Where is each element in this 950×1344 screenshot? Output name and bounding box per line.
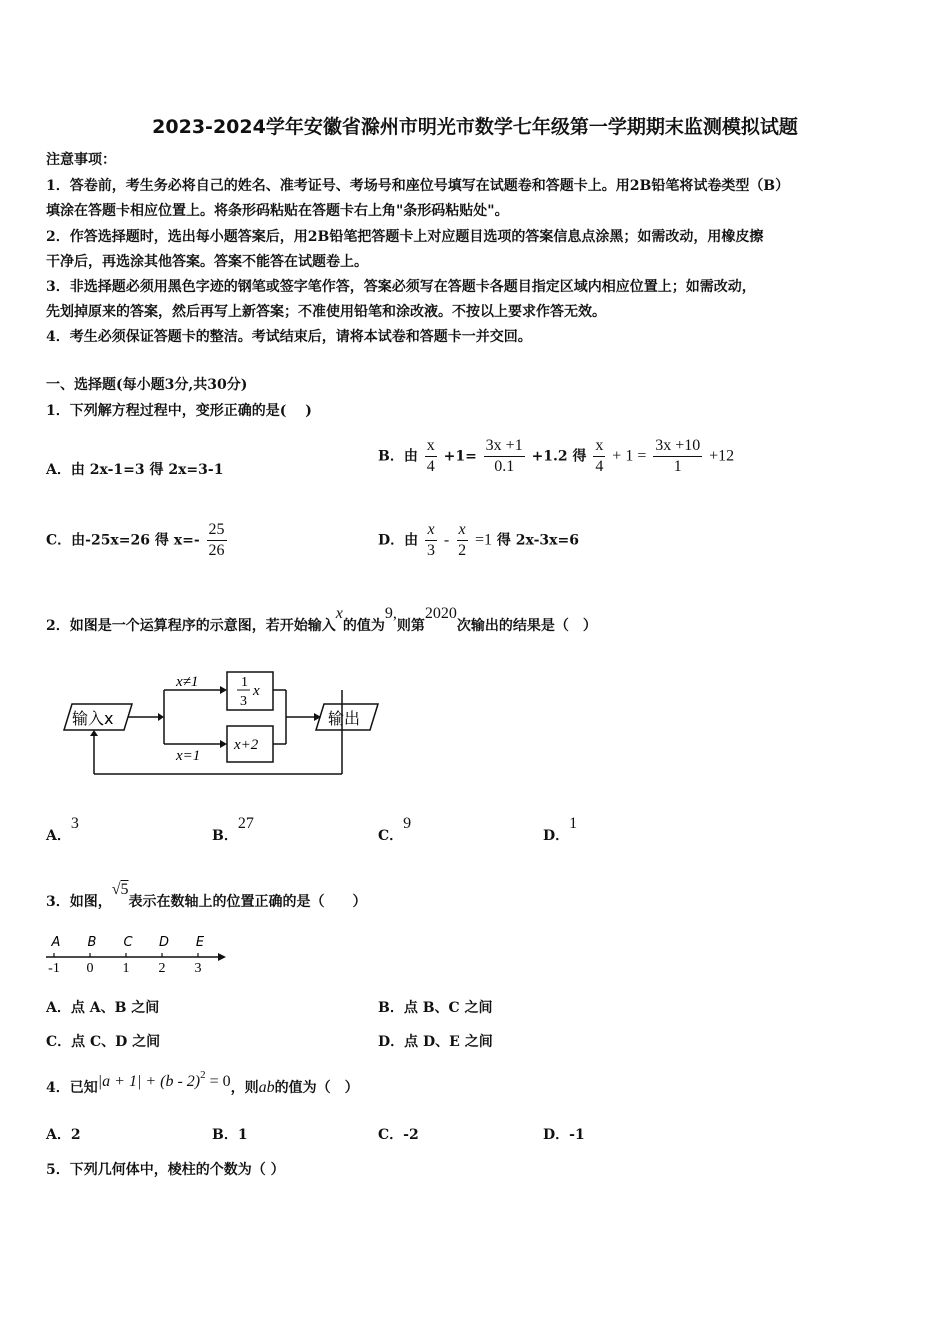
q3-stem xyxy=(46,881,906,912)
number-line-arrow xyxy=(218,953,226,961)
q4-option-d xyxy=(543,1125,585,1145)
number-line xyxy=(44,932,228,976)
q2-option-b xyxy=(212,815,254,846)
q4-option-b-value: 1 xyxy=(237,1127,248,1143)
number-line-letter: E xyxy=(195,935,205,950)
notice-line-5: 3．非选择题必须用黑色字迹的钢笔或签字笔作答，答案必须写在答题卡各题目指定区域内相应位置上；如需改动， xyxy=(46,279,756,295)
q1-d-frac2-num: x xyxy=(457,520,468,541)
q1-b-mid1: +1= xyxy=(443,448,477,465)
q4-eq: = 0 xyxy=(209,1073,231,1090)
q1-d-frac2-den: 2 xyxy=(458,542,467,559)
q1-b-end: +12 xyxy=(709,447,735,465)
q4-option-d-label: D． xyxy=(543,1127,570,1143)
q3-sqrt-value: 5 xyxy=(120,881,129,898)
q1-b-frac2-num: 3x +1 xyxy=(484,436,525,457)
q2-stem xyxy=(46,605,906,636)
q2-option-b-label: B． xyxy=(212,828,238,844)
flow-output-label: 输出 xyxy=(328,709,361,728)
flow-arrow-top xyxy=(220,686,227,694)
notice-heading: 注意事项： xyxy=(46,152,116,168)
q2-option-c xyxy=(378,815,412,846)
number-line-number: 0 xyxy=(86,961,94,976)
q1-d-end: 得 2x-3x=6 xyxy=(496,532,579,549)
section-heading: 一、选择题(每小题3分,共30分) xyxy=(46,377,248,393)
notice-line-1: 1．答卷前，考生务必将自己的姓名、准考证号、考场号和座位号填写在试题卷和答题卡上。用2B铅笔将试卷类型（B） xyxy=(46,178,790,194)
q1-stem: 1．下列解方程过程中，变形正确的是( ) xyxy=(46,403,312,419)
flow-cond-top: x≠1 xyxy=(176,674,199,690)
notice-line-4: 干净后，再选涂其他答案。答案不能答在试题卷上。 xyxy=(46,254,368,270)
q1-b-frac3-den: 4 xyxy=(595,458,604,475)
number-line-letter: C xyxy=(123,935,133,950)
q4-ab: ab xyxy=(258,1079,275,1096)
q1-c-frac-den: 26 xyxy=(208,542,225,559)
q1-b-frac1-den: 4 xyxy=(426,458,435,475)
flow-op1-num: 1 xyxy=(241,675,248,690)
q3-option-a: A．点 A、B 之间 xyxy=(46,1000,160,1016)
number-line-letter: D xyxy=(158,935,170,950)
q2-var-x: x xyxy=(335,605,343,622)
q3-option-d: D．点 D、E 之间 xyxy=(378,1034,493,1050)
q4-option-d-value: -1 xyxy=(569,1127,585,1143)
q1-b-frac3 xyxy=(593,436,605,477)
q4-stem-a: 4．已知 xyxy=(46,1080,98,1096)
notice-line-7: 4．考生必须保证答题卡的整洁。考试结束后，请将本试卷和答题卡一并交回。 xyxy=(46,329,532,345)
q4-option-c-value: -2 xyxy=(403,1127,419,1143)
q4-expression xyxy=(97,1069,231,1090)
q1-c-prefix: C．由-25x=26 得 x=- xyxy=(46,532,200,549)
flow-cond-bottom: x=1 xyxy=(176,748,201,764)
q4-option-a-label: A． xyxy=(46,1127,71,1143)
q4-stem xyxy=(46,1069,906,1099)
q2-option-d-label: D． xyxy=(543,828,570,844)
flow-input-label: 输入x xyxy=(72,709,114,728)
q3-sqrt: √5 xyxy=(111,881,129,898)
q4-option-c-label: C． xyxy=(378,1127,404,1143)
q1-b-frac1 xyxy=(425,436,437,477)
number-line-letter: A xyxy=(51,935,61,950)
page-title: 2023-2024学年安徽省滁州市明光市数学七年级第一学期期末监测模拟试题 xyxy=(152,116,798,138)
q1-option-c xyxy=(46,520,229,561)
q4-option-a xyxy=(46,1125,81,1145)
q3-option-c: C．点 C、D 之间 xyxy=(46,1034,161,1050)
q1-b-frac1-num: x xyxy=(425,436,437,457)
flow-op1-var: x xyxy=(253,683,260,699)
q1-b-frac4-den: 1 xyxy=(673,458,682,475)
q1-option-d xyxy=(378,520,579,561)
q1-d-frac2 xyxy=(456,520,468,561)
q2-value-n: 2020 xyxy=(424,605,457,622)
q4-expr: |a + 1| + (b - 2) xyxy=(97,1073,201,1090)
q4-stem-c: 的值为（ ） xyxy=(274,1080,359,1096)
q1-b-frac2-den: 0.1 xyxy=(494,458,515,475)
q1-option-a: A．由 2x-1=3 得 2x=3-1 xyxy=(46,462,224,478)
flow-arrow-loop xyxy=(90,730,98,736)
q1-d-frac1-num: x xyxy=(425,520,436,541)
q4-option-c xyxy=(378,1125,419,1145)
q1-d-eq: =1 xyxy=(474,531,492,549)
q1-option-b xyxy=(378,436,734,477)
q1-b-frac4-num: 3x +10 xyxy=(653,436,702,457)
q2-stem-b: 的值为 xyxy=(342,618,385,634)
q2-stem-a: 2．如图是一个运算程序的示意图，若开始输入 xyxy=(46,618,336,634)
q1-d-frac1 xyxy=(425,520,437,561)
q1-d-prefix: D．由 xyxy=(378,532,419,549)
q2-option-a xyxy=(46,815,79,846)
q2-value-nine: 9, xyxy=(384,605,397,622)
q3-stem-b: 表示在数轴上的位置正确的是（ ） xyxy=(128,894,367,910)
q1-b-frac4 xyxy=(653,436,702,477)
q4-stem-b: ，则 xyxy=(230,1080,259,1096)
q1-b-frac2 xyxy=(484,436,525,477)
q4-exponent: 2 xyxy=(200,1069,206,1081)
q1-b-prefix: B．由 xyxy=(378,448,418,465)
q2-option-a-label: A． xyxy=(46,828,71,844)
number-line-number: 3 xyxy=(194,961,202,976)
q2-option-b-value: 27 xyxy=(237,815,254,832)
q1-d-minus: - xyxy=(443,531,450,549)
flowchart-diagram xyxy=(60,668,390,780)
q1-b-mid3: + 1 = xyxy=(612,447,647,465)
q1-c-frac xyxy=(207,520,227,561)
q1-b-mid2: +1.2 得 xyxy=(531,448,587,465)
number-line-number: 2 xyxy=(158,961,166,976)
q4-option-b-label: B． xyxy=(212,1127,238,1143)
notice-line-2: 填涂在答题卡相应位置上。将条形码粘贴在答题卡右上角"条形码粘贴处"。 xyxy=(46,203,509,219)
q5-stem: 5．下列几何体中，棱柱的个数为（ ） xyxy=(46,1162,285,1178)
q4-option-b xyxy=(212,1125,248,1145)
q1-d-frac1-den: 3 xyxy=(427,542,436,559)
q2-option-a-value: 3 xyxy=(70,815,79,832)
flow-arrow-bottom xyxy=(220,740,227,748)
q2-option-c-value: 9 xyxy=(403,815,412,832)
number-line-number: 1 xyxy=(122,961,130,976)
q2-option-d xyxy=(543,815,578,846)
notice-line-3: 2．作答选择题时，选出每小题答案后，用2B铅笔把答题卡上对应题目选项的答案信息点涂黑；如需改动，用橡皮擦 xyxy=(46,229,764,245)
q3-option-b: B．点 B、C 之间 xyxy=(378,1000,493,1016)
q2-stem-c: 则第 xyxy=(396,618,425,634)
q3-stem-a: 3．如图， xyxy=(46,894,112,910)
flow-arrow-input xyxy=(158,713,164,721)
number-line-letter: B xyxy=(87,935,97,950)
q1-b-frac3-num: x xyxy=(593,436,605,457)
q1-c-frac-num: 25 xyxy=(207,520,227,541)
number-line-number: -1 xyxy=(48,961,60,976)
q4-option-a-value: 2 xyxy=(70,1127,81,1143)
q2-option-c-label: C． xyxy=(378,828,404,844)
q2-option-d-value: 1 xyxy=(569,815,578,832)
flow-op2-label: x+2 xyxy=(234,737,259,753)
q2-stem-d: 次输出的结果是（ ） xyxy=(456,618,597,634)
notice-line-6: 先划掉原来的答案，然后再写上新答案；不准使用铅笔和涂改液。不按以上要求作答无效。 xyxy=(46,304,606,320)
flow-op1-den: 3 xyxy=(240,694,247,709)
flow-op1-box xyxy=(227,672,273,710)
number-line-marks xyxy=(48,935,205,976)
